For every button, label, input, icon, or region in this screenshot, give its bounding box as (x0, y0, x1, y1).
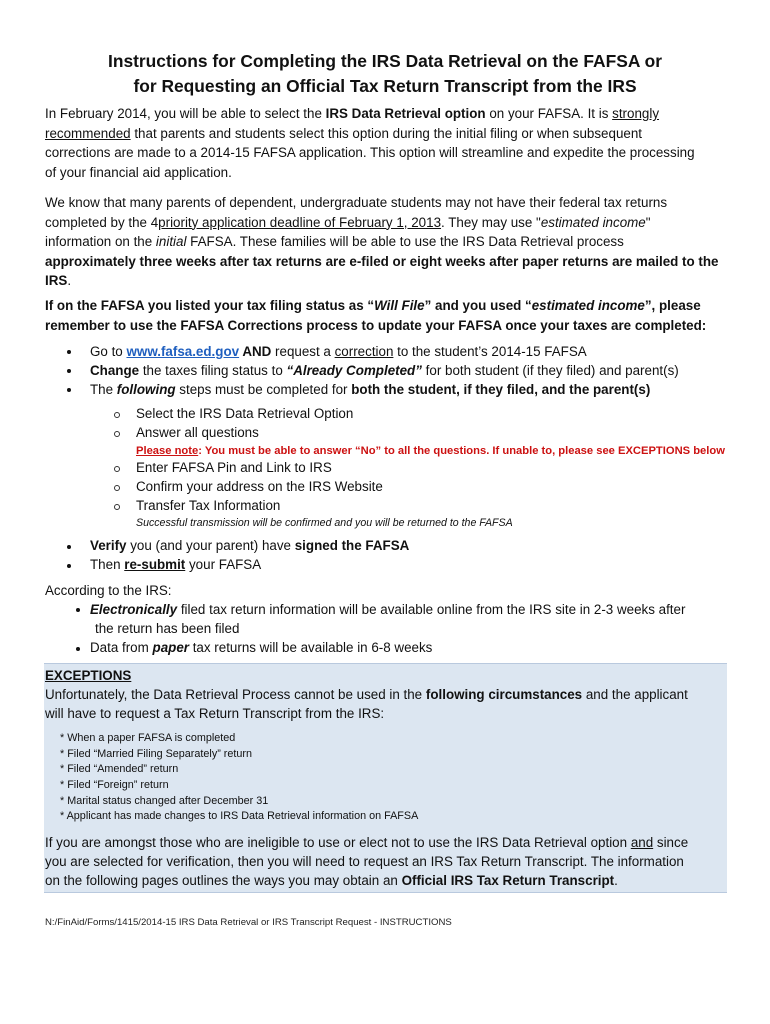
text-bold-underline: re-submit (124, 557, 186, 572)
text-italic: estimated income (531, 298, 645, 313)
text: your FAFSA (185, 557, 262, 572)
text: request a (271, 344, 335, 359)
exception-item: * Filed “Married Filing Separately” return (60, 748, 253, 760)
bullet-verify (90, 536, 409, 555)
bullet-go-to-fafsa (90, 342, 587, 361)
title-line-2: for Requesting an Official Tax Return Transcript from the IRS (133, 76, 637, 96)
dependent-students-paragraph (45, 193, 735, 291)
text: remember to use the FAFSA Corrections process to update your FAFSA once your taxes are completed: (45, 317, 707, 333)
exception-item: * Filed “Amended” return (60, 763, 179, 775)
step-transfer-tax: Transfer Tax Information (136, 498, 281, 513)
text-underline: and (630, 835, 654, 850)
text-bold-italic: paper (152, 640, 189, 655)
irs-paper (90, 638, 432, 657)
step-answer-questions: Answer all questions (136, 425, 259, 440)
exception-item: * Marital status changed after December 31 (60, 795, 269, 807)
text-bold: IRS (45, 273, 68, 288)
note-text: : You must be able to answer “No” to all the questions. If unable to, please see EXCEPTIONS below (198, 445, 725, 457)
text-bold: Verify (90, 538, 127, 553)
fafsa-link[interactable]: www.fafsa.ed.gov (126, 344, 240, 359)
text-underline: priority application deadline of February 1, 2013 (158, 214, 442, 230)
bullet-dot (76, 608, 80, 612)
text: information on the (45, 234, 156, 249)
text: to the student’s 2014-15 FAFSA (393, 344, 587, 359)
text-bold: Change (90, 363, 140, 378)
will-file-paragraph (45, 296, 735, 335)
sub-bullet-circle (114, 466, 120, 472)
text: . (67, 273, 72, 288)
text: The (90, 382, 117, 397)
text: If you are amongst those who are ineligible to use or elect not to use the IRS Data Retrieval option (45, 835, 631, 850)
text-bold: Official IRS Tax Return Transcript (401, 873, 615, 888)
text-bold: both the student, if they filed, and the parent(s) (351, 382, 651, 397)
text: you (and your parent) have (126, 538, 295, 553)
text-bold-italic: Electronically (90, 602, 178, 617)
bullet-dot (76, 647, 80, 651)
text-bold-italic: following (116, 382, 176, 397)
text: . They may use " (441, 214, 541, 230)
sub-bullet-circle (114, 412, 120, 418)
irs-heading: According to the IRS: (45, 583, 172, 598)
text: and the applicant (582, 687, 688, 702)
text: of your financial aid application. (45, 164, 232, 180)
exception-item: * Filed “Foreign” return (60, 779, 169, 791)
text-bold: signed the FAFSA (294, 538, 410, 553)
sub-bullet-circle (114, 504, 120, 510)
sub-bullet-circle (114, 485, 120, 491)
exceptions-intro-2: will have to request a Tax Return Transcript from the IRS: (45, 706, 385, 721)
text: Unfortunately, the Data Retrieval Process cannot be used in the (45, 687, 426, 702)
text-bold: approximately three weeks after tax returns are e-filed or eight weeks after paper returns are mailed to the (45, 253, 719, 269)
text-italic: initial (155, 234, 187, 249)
text-bold: following circumstances (425, 687, 583, 702)
bullet-dot (67, 369, 71, 373)
text-bold: IRS Data Retrieval option (325, 106, 486, 121)
text: corrections are made to a 2014-15 FAFSA application. This option will streamline and expedite the processing (45, 145, 695, 160)
bullet-dot (67, 388, 71, 392)
text: steps must be completed for (175, 382, 352, 397)
bullet-dot (67, 564, 71, 568)
exception-item: * When a paper FAFSA is completed (60, 732, 236, 744)
bullet-change-status (90, 361, 679, 380)
bullet-dot (67, 545, 71, 549)
exceptions-heading: EXCEPTIONS (45, 668, 132, 683)
bullet-resubmit (90, 555, 261, 574)
title-line-1: Instructions for Completing the IRS Data Retrieval on the FAFSA or (108, 51, 662, 71)
irs-electronic (90, 600, 685, 619)
text: on the following pages outlines the ways you may obtain an (45, 873, 402, 888)
step-confirm-address: Confirm your address on the IRS Website (136, 479, 383, 494)
text: FAFSA. These families will be able to use the IRS Data Retrieval process (186, 234, 624, 249)
exception-item: * Applicant has made changes to IRS Data Retrieval information on FAFSA (60, 810, 419, 822)
text: on your FAFSA. It is (485, 106, 613, 121)
bullet-following-steps (90, 380, 650, 399)
exceptions-outro-2: you are selected for verification, then you will need to request an IRS Tax Return Transcript. The information (45, 854, 684, 869)
intro-paragraph (45, 104, 735, 182)
sub-bullet-circle (114, 431, 120, 437)
text: ”, please (644, 298, 701, 313)
text: Then (90, 557, 125, 572)
footer-path: N:/FinAid/Forms/1415/2014-15 IRS Data Retrieval or IRS Transcript Request - INSTRUCTIONS (45, 917, 452, 928)
text-bold: AND (239, 344, 272, 359)
exceptions-outro-3 (45, 871, 618, 890)
text-bold-italic: “Already Completed” (286, 363, 422, 378)
page-title (40, 49, 730, 99)
text: that parents and students select this option during the initial filing or when subsequent (130, 125, 643, 141)
step-select-option: Select the IRS Data Retrieval Option (136, 406, 354, 421)
text: for both student (if they filed) and parent(s) (421, 363, 679, 378)
text-underline: recommended (45, 125, 131, 141)
transfer-note: Successful transmission will be confirmed and you will be returned to the FAFSA (136, 517, 513, 529)
text: Data from (90, 640, 153, 655)
step-enter-pin: Enter FAFSA Pin and Link to IRS (136, 460, 332, 475)
text: Go to (90, 344, 127, 359)
text-underline: correction (334, 344, 394, 359)
text: tax returns will be available in 6-8 weeks (188, 640, 433, 655)
text: In February 2014, you will be able to select the (45, 106, 326, 121)
text: " (645, 214, 651, 230)
text-italic: Will File (374, 298, 425, 313)
text: . (614, 873, 618, 888)
note-label: Please note (136, 445, 199, 457)
text-underline: strongly (612, 106, 660, 121)
text: completed by the 4 (45, 214, 159, 230)
text: If on the FAFSA you listed your tax filing status as “ (45, 298, 375, 313)
irs-electronic-cont: the return has been filed (95, 621, 240, 636)
text-italic: estimated income (540, 214, 646, 230)
text: the taxes filing status to (139, 363, 287, 378)
text: since (653, 835, 689, 850)
text: ” and you used “ (424, 298, 532, 313)
text: We know that many parents of dependent, undergraduate students may not have their federal tax returns (45, 195, 668, 210)
exceptions-intro-1 (45, 685, 688, 704)
text: filed tax return information will be available online from the IRS site in 2-3 weeks after (177, 602, 686, 617)
bullet-dot (67, 350, 71, 354)
exceptions-outro-1 (45, 833, 688, 852)
